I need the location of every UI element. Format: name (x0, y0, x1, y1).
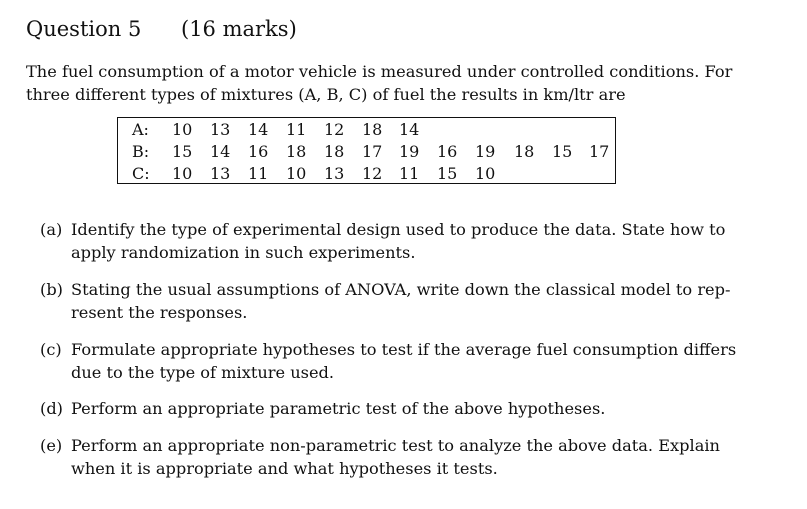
part-label: (b) (40, 280, 63, 299)
table-cell: 10 (475, 164, 496, 183)
data-table (117, 117, 616, 184)
part-text-line: when it is appropriate and what hypotheses it tests. (71, 459, 498, 478)
table-cell: 14 (248, 120, 269, 139)
row-label: A: (132, 120, 149, 139)
table-cell: 17 (362, 142, 383, 161)
intro-line-2: three different types of mixtures (A, B, C) of fuel the results in km/ltr are (26, 85, 626, 104)
table-cell: 19 (399, 142, 420, 161)
table-cell: 16 (248, 142, 269, 161)
part-text-line: Stating the usual assumptions of ANOVA, write down the classical model to rep- (71, 280, 731, 299)
part-text-line: due to the type of mixture used. (71, 363, 335, 382)
part-text-line: resent the responses. (71, 303, 248, 322)
table-cell: 18 (324, 142, 345, 161)
table-cell: 11 (399, 164, 420, 183)
table-cell: 11 (286, 120, 307, 139)
part-label: (d) (40, 399, 63, 418)
table-cell: 13 (210, 120, 231, 139)
table-cell: 10 (172, 120, 193, 139)
table-cell: 10 (286, 164, 307, 183)
table-cell: 17 (589, 142, 610, 161)
row-label: B: (132, 142, 150, 161)
intro-paragraph (26, 60, 731, 106)
table-cell: 15 (172, 142, 193, 161)
table-cell: 18 (362, 120, 383, 139)
table-cell: 14 (210, 142, 231, 161)
part-text-line: apply randomization in such experiments. (71, 243, 416, 262)
table-cell: 12 (362, 164, 383, 183)
table-cell: 19 (475, 142, 496, 161)
part-label: (a) (40, 220, 63, 239)
part-text-line: Perform an appropriate non-parametric test to analyze the above data. Explain (71, 436, 720, 455)
intro-line-1: The fuel consumption of a motor vehicle is measured under controlled conditions. For (26, 62, 733, 81)
question-total-marks: (16 marks) (181, 17, 297, 41)
table-cell: 12 (324, 120, 345, 139)
part-text-line: Perform an appropriate parametric test of the above hypotheses. (71, 399, 606, 418)
part-label: (e) (40, 436, 63, 455)
table-row (118, 120, 615, 142)
table-cell: 14 (399, 120, 420, 139)
table-cell: 15 (552, 142, 573, 161)
table-cell: 16 (437, 142, 458, 161)
part-label: (c) (40, 340, 62, 359)
row-label: C: (132, 164, 150, 183)
table-row (118, 142, 615, 164)
table-cell: 18 (286, 142, 307, 161)
part-text-line: Formulate appropriate hypotheses to test if the average fuel consumption differs (71, 340, 737, 359)
question-title: Question 5 (26, 17, 142, 41)
table-row (118, 164, 615, 186)
part-text-line: Identify the type of experimental design used to produce the data. State how to (71, 220, 726, 239)
table-cell: 15 (437, 164, 458, 183)
table-cell: 13 (210, 164, 231, 183)
table-cell: 10 (172, 164, 193, 183)
table-cell: 13 (324, 164, 345, 183)
table-cell: 11 (248, 164, 269, 183)
table-cell: 18 (514, 142, 535, 161)
